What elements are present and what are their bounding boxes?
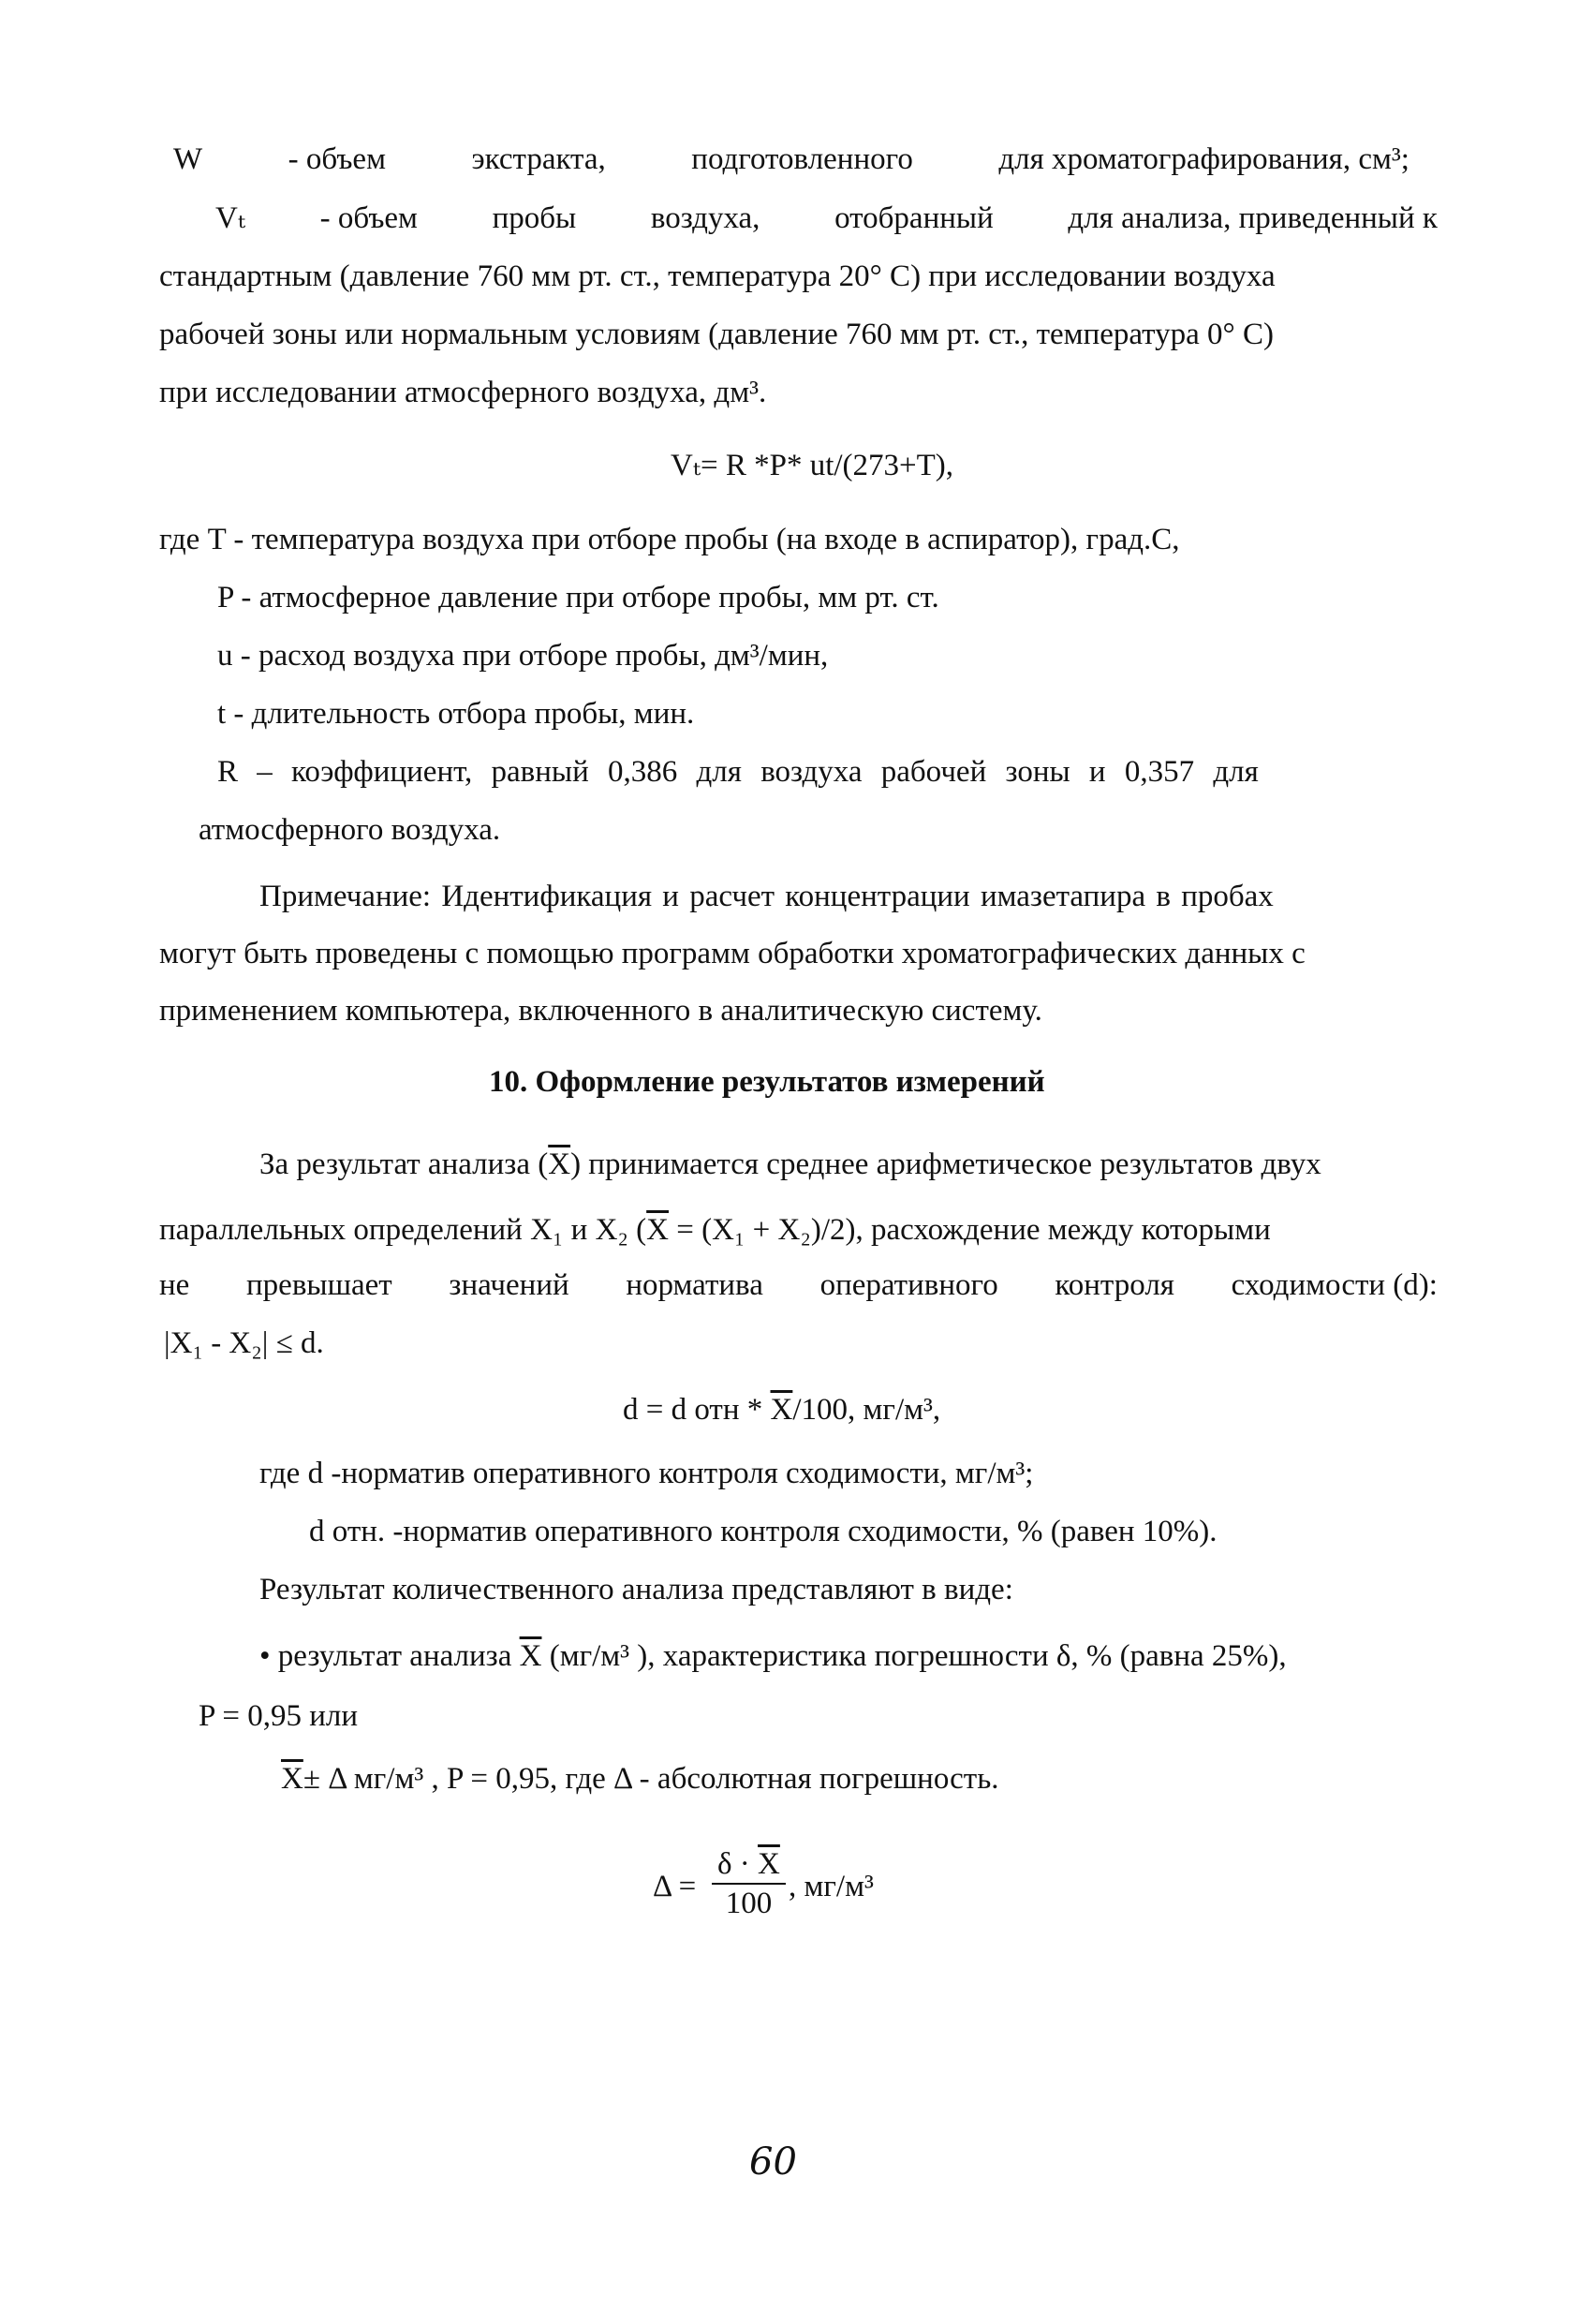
bullet-result xyxy=(259,1637,1287,1675)
d-formula xyxy=(623,1391,940,1428)
vt-definition-line-4: при исследовании атмосферного воздуха, дм³. xyxy=(159,376,767,409)
mean-symbol: $\overline{X}$ xyxy=(646,1213,669,1247)
absolute-error-line xyxy=(281,1760,999,1798)
delta-unit: , мг/м³ xyxy=(789,1870,874,1903)
result-line-2 xyxy=(159,1211,1271,1249)
vt-definition-part: пробы xyxy=(492,201,577,235)
bullet-text: (мг/м³ ), характеристика погрешности δ, % (равна 25%), xyxy=(541,1639,1287,1673)
d-otn-definition: d отн. -норматив оперативного контроля сходимости, % (равен 10%). xyxy=(309,1515,1218,1548)
delta-lhs: Δ = xyxy=(653,1870,697,1903)
mean-symbol: $\overline{X}$ xyxy=(281,1762,303,1796)
vt-definition-part: отобранный xyxy=(834,201,994,235)
delta-numerator-text: δ · xyxy=(717,1847,759,1881)
delta-denominator: 100 xyxy=(725,1887,773,1920)
delta-numerator xyxy=(712,1845,786,1885)
u-definition: u - расход воздуха при отборе пробы, дм³/мин, xyxy=(217,639,829,673)
w-definition-part: для хроматографирования, см³; xyxy=(998,142,1410,176)
r-definition-line-2: атмосферного воздуха. xyxy=(199,813,501,847)
result-word: превышает xyxy=(246,1268,392,1302)
vt-definition-part: - объем xyxy=(319,201,418,235)
presentation-text: Результат количественного анализа представляют в виде: xyxy=(259,1573,1013,1606)
section-heading: 10. Оформление результатов измерений xyxy=(489,1065,1045,1099)
w-definition-part: экстракта, xyxy=(471,142,606,176)
p-value: P = 0,95 или xyxy=(199,1699,359,1733)
vt-definition-part: воздуха, xyxy=(650,201,760,235)
t-definition: где T - температура воздуха при отборе пробы (на входе в аспиратор), град.С, xyxy=(159,523,1180,556)
w-definition-part: подготовленного xyxy=(691,142,913,176)
delta-fraction xyxy=(712,1845,786,1922)
result-line-1 xyxy=(259,1146,1321,1183)
p-definition: P - атмосферное давление при отборе пробы, мм рт. ст. xyxy=(217,581,939,614)
result-text: = (X₁ + X₂)/2), расхождение между которыми xyxy=(669,1213,1271,1247)
result-word: контроля xyxy=(1055,1268,1174,1302)
note-line-1: Примечание: Идентификация и расчет концентрации имазетапира в пробах xyxy=(259,880,1274,913)
t-duration-definition: t - длительность отбора пробы, мин. xyxy=(217,697,695,731)
result-line-4: |X₁ - X₂| ≤ d. xyxy=(164,1326,324,1360)
result-word: норматива xyxy=(626,1268,763,1302)
result-text: ) принимается среднее арифметическое результатов двух xyxy=(570,1147,1321,1181)
mean-symbol: $\overline{X}$ xyxy=(548,1147,571,1181)
vt-definition-line-1 xyxy=(215,200,1438,237)
d-formula-text: /100, мг/м³, xyxy=(792,1393,941,1427)
result-word: оперативного xyxy=(819,1268,998,1302)
vt-definition-line-2: стандартным (давление 760 мм рт. ст., температура 20° С) при исследовании воздуха xyxy=(159,259,1276,293)
mean-symbol: $\overline{X}$ xyxy=(770,1393,793,1427)
result-line-3 xyxy=(159,1266,1438,1304)
w-definition-term: W xyxy=(173,142,203,176)
result-word: не xyxy=(159,1268,190,1302)
result-text: параллельных определений X₁ и X₂ ( xyxy=(159,1213,647,1247)
note-line-2: могут быть проведены с помощью программ обработки хроматографических данных с xyxy=(159,937,1306,970)
bullet-text: • результат анализа xyxy=(259,1639,520,1673)
vt-definition-term: Vₜ xyxy=(215,201,245,235)
w-definition-part: - объем xyxy=(288,142,386,176)
result-word: сходимости (d): xyxy=(1231,1268,1438,1302)
vt-formula: Vₜ= R *P* ut/(273+T), xyxy=(671,449,954,482)
w-definition xyxy=(173,141,1410,178)
note-line-3: применением компьютера, включенного в аналитическую систему. xyxy=(159,994,1042,1028)
absolute-error-text: ± Δ мг/м³ , P = 0,95, где Δ - абсолютная погрешность. xyxy=(303,1762,999,1796)
page-number: 60 xyxy=(749,2140,797,2183)
r-definition-line-1: R – коэффициент, равный 0,386 для воздуха рабочей зоны и 0,357 для xyxy=(217,755,1259,789)
result-word: значений xyxy=(449,1268,569,1302)
mean-symbol: $\overline{X}$ xyxy=(758,1847,780,1881)
d-formula-text: d = d отн * xyxy=(623,1393,771,1427)
result-text: За результат анализа ( xyxy=(259,1147,549,1181)
vt-definition-line-3: рабочей зоны или нормальным условиям (давление 760 мм рт. ст., температура 0° С) xyxy=(159,318,1274,351)
d-definition: где d -норматив оперативного контроля сходимости, мг/м³; xyxy=(259,1457,1034,1490)
vt-definition-part: для анализа, приведенный к xyxy=(1068,201,1438,235)
mean-symbol: $\overline{X}$ xyxy=(519,1639,542,1673)
